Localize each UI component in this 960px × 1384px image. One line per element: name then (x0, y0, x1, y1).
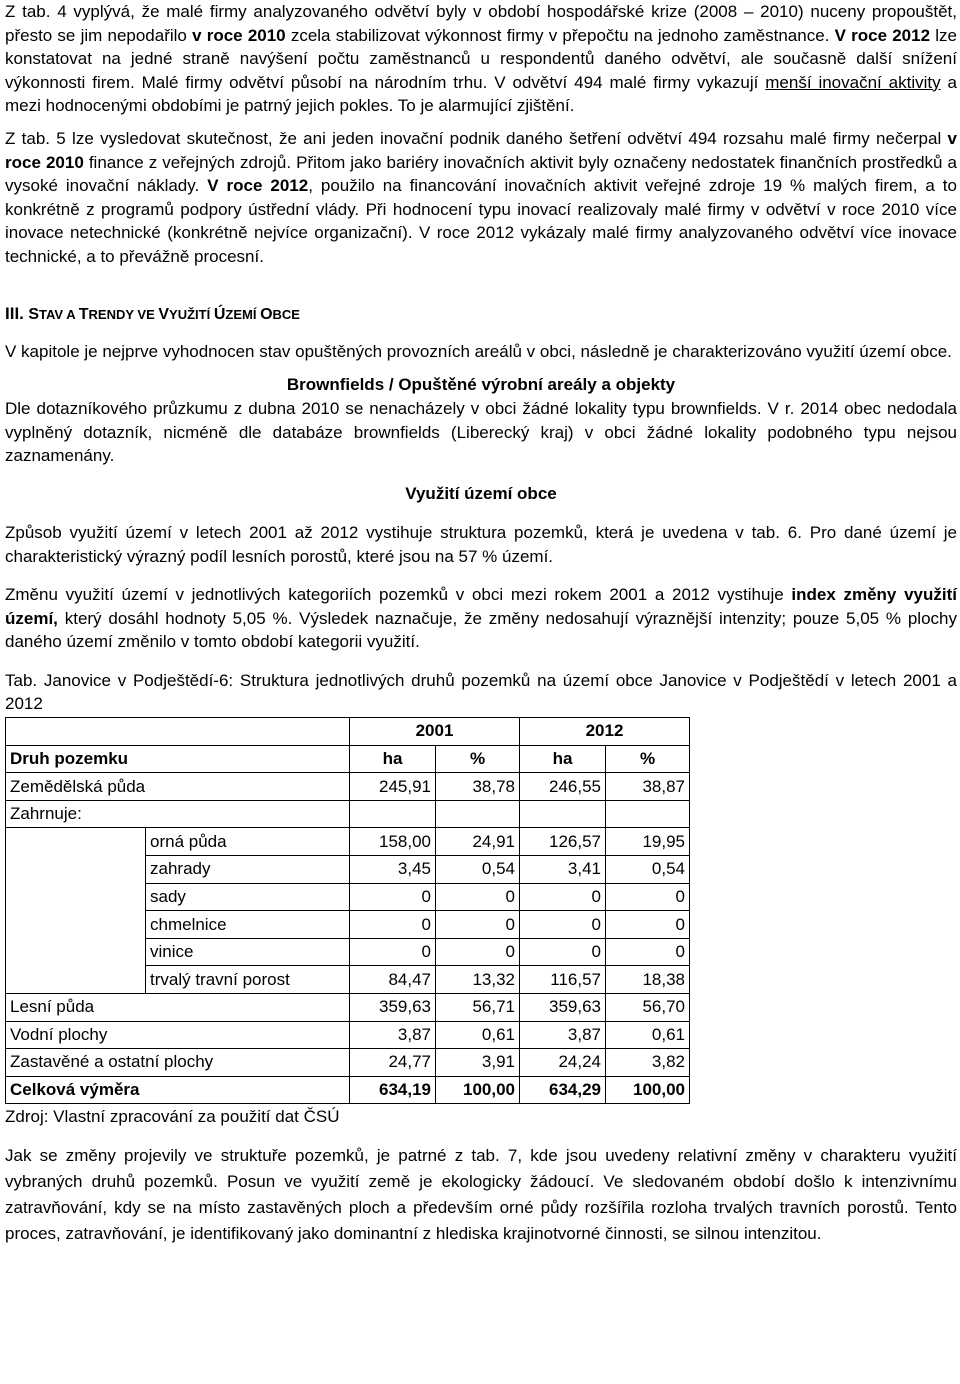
row-value (436, 800, 520, 828)
row-value: 0 (436, 938, 520, 966)
row-value: 634,19 (350, 1076, 436, 1104)
row-value: 634,29 (520, 1076, 606, 1104)
table-row-years (6, 718, 690, 746)
row-label: orná půda (146, 828, 350, 856)
paragraph-brownfields: Dle dotazníkového průzkumu z dubna 2010 se nenacházely v obci žádné lokality typu brownfields. V r. 2014 obec nedodala vyplněný dotazník, nicméně dle databáze brownfields (Liberecký kraj) v obci žádné lokality podobného typu nejsou zaznamenány. (5, 399, 957, 466)
row-value: 3,82 (606, 1049, 690, 1077)
row-value: 116,57 (520, 966, 606, 994)
column-header-ha: ha (350, 745, 436, 773)
table-row (6, 1076, 690, 1104)
row-value: 56,70 (606, 994, 690, 1022)
row-value: 3,45 (350, 856, 436, 884)
row-label: Zahrnuje: (6, 800, 350, 828)
table-source-note: Zdroj: Vlastní zpracování za použití dat ČSÚ (5, 1107, 340, 1127)
column-header-pct: % (606, 745, 690, 773)
row-value: 0 (606, 883, 690, 911)
row-label: Vodní plochy (6, 1021, 350, 1049)
row-value: 0,54 (436, 856, 520, 884)
row-value: 359,63 (350, 994, 436, 1022)
paragraph-land-use: Způsob využití území v letech 2001 až 2012 vystihuje struktura pozemků, která je uvedena v tab. 6. Pro dané území je charakteristický výrazný podíl lesních porostů, které jsou na 57 % území. (5, 522, 957, 566)
paragraph-tab4-summary: Z tab. 4 vyplývá, že malé firmy analyzovaného odvětví byly v období hospodářské krize (2008 – 2010) nuceny propouštět, přesto se jim nepodařilo v roce 2010 zcela stabilizovat výkonnost firmy v přepočtu na jednoho zaměstnance. V roce 2012 lze konstatovat na jedné straně navýšení počtu zaměstnanců u respondentů daného odvětví, ale současně další snížení výkonnosti firem. Malé firmy odvětví působí na národním trhu. V odvětví 494 malé firmy vykazují menší inovační aktivity a mezi hodnocenými obdobími je patrný jejich pokles. To je alarmující zjištění. (5, 2, 957, 116)
row-value: 0,61 (606, 1021, 690, 1049)
row-value: 13,32 (436, 966, 520, 994)
row-value: 3,91 (436, 1049, 520, 1077)
table-row (6, 856, 690, 884)
row-value (350, 800, 436, 828)
row-value: 3,87 (520, 1021, 606, 1049)
row-value: 245,91 (350, 773, 436, 801)
column-header-ha: ha (520, 745, 606, 773)
paragraph-structure-changes: Jak se změny projevily ve struktuře pozemků, je patrné z tab. 7, kde jsou uvedeny relativní změny v charakteru využití vybraných druhů pozemků. Posun ve využití země je ekologicky žádoucí. Ve sledovaném období došlo k intenzivnímu zatravňování, kdy se na místo zastavěných ploch a především orné půdy rozšířila rozloha trvalých travních porostů. Tento proces, zatravňování, je identifikovaný jako dominantní z hlediska krajinotvorné činnosti, se silnou intenzitou. (5, 1146, 957, 1243)
row-label: Lesní půda (6, 994, 350, 1022)
row-value: 38,78 (436, 773, 520, 801)
row-value: 246,55 (520, 773, 606, 801)
row-label: Zastavěné a ostatní plochy (6, 1049, 350, 1077)
row-label: trvalý travní porost (146, 966, 350, 994)
row-label: zahrady (146, 856, 350, 884)
row-value: 38,87 (606, 773, 690, 801)
row-value: 0 (350, 938, 436, 966)
row-value: 0 (520, 883, 606, 911)
row-value: 359,63 (520, 994, 606, 1022)
row-value: 0 (520, 938, 606, 966)
section-heading: III. STAV A TRENDY VE VYUŽITÍ ÚZEMÍ OBCE (5, 303, 300, 323)
document-page (5, 0, 957, 1247)
table-row (6, 938, 690, 966)
row-value: 0 (350, 911, 436, 939)
row-value: 126,57 (520, 828, 606, 856)
row-value: 24,91 (436, 828, 520, 856)
year-2012-header: 2012 (520, 718, 690, 746)
table-row (6, 994, 690, 1022)
row-value: 3,41 (520, 856, 606, 884)
row-value: 0,54 (606, 856, 690, 884)
table-row (6, 966, 690, 994)
row-value: 19,95 (606, 828, 690, 856)
table-row (6, 883, 690, 911)
row-value: 18,38 (606, 966, 690, 994)
table-row (6, 773, 690, 801)
subheading-brownfields: Brownfields / Opuštěné výrobní areály a objekty (286, 375, 676, 395)
row-value (520, 800, 606, 828)
row-value: 100,00 (436, 1076, 520, 1104)
table-row (6, 1021, 690, 1049)
row-value: 0 (350, 883, 436, 911)
table-caption: Tab. Janovice v Podještědí-6: Struktura jednotlivých druhů pozemků na území obce Janovice v Podještědí v letech 2001 a 2012 (5, 670, 957, 714)
row-value (606, 800, 690, 828)
row-label: Celková výměra (6, 1076, 350, 1104)
column-header-land-type: Druh pozemku (6, 745, 350, 773)
table-header-row (6, 745, 690, 773)
year-2001-header: 2001 (350, 718, 520, 746)
table-row (6, 1049, 690, 1077)
row-label: Zemědělská půda (6, 773, 350, 801)
paragraph-tab5-summary: Z tab. 5 lze vysledovat skutečnost, že ani jeden inovační podnik daného šetření odvětví 494 rozsahu malé firmy nečerpal v roce 2010 finance z veřejných zdrojů. Přitom jako bariéry inovačních aktivit byly označeny nedostatek finančních prostředků a vysoké inovační náklady. V roce 2012, použilo na financování inovačních aktivit veřejné zdroje 19 % malých firem, a to konkrétně z programů podpory ústřední vlády. Při hodnocení typu inovací realizovaly malé firmy v odvětví v roce 2010 více inovace netechnické (konkrétně nejvíce organizační). V roce 2012 vykázaly malé firmy analyzovaného odvětví více inovace technické, a to převážně procesní. (5, 128, 958, 266)
row-label: vinice (146, 938, 350, 966)
row-value: 0 (436, 911, 520, 939)
row-value: 100,00 (606, 1076, 690, 1104)
table-row (6, 800, 690, 828)
row-value: 84,47 (350, 966, 436, 994)
subheading-land-use: Využití území obce (405, 483, 557, 503)
row-value: 158,00 (350, 828, 436, 856)
row-value: 24,24 (520, 1049, 606, 1077)
row-value: 0 (606, 911, 690, 939)
land-structure-table (5, 717, 690, 1104)
row-value: 0,61 (436, 1021, 520, 1049)
paragraph-chapter-intro: V kapitole je nejprve vyhodnocen stav opuštěných provozních areálů v obci, následně je charakterizováno využití území obce. (5, 341, 952, 361)
row-value: 0 (436, 883, 520, 911)
row-value: 3,87 (350, 1021, 436, 1049)
paragraph-change-index: Změnu využití území v jednotlivých kategoriích pozemků v obci mezi rokem 2001 a 2012 vystihuje index změny využití území, který dosáhl hodnoty 5,05 %. Výsledek naznačuje, že změny nedosahují výraznější intenzity; pouze 5,05 % plochy daného území změnilo v tomto období kategorii využití. (5, 585, 957, 652)
row-label: chmelnice (146, 911, 350, 939)
row-value: 0 (606, 938, 690, 966)
row-value: 56,71 (436, 994, 520, 1022)
row-value: 0 (520, 911, 606, 939)
column-header-pct: % (436, 745, 520, 773)
row-value: 24,77 (350, 1049, 436, 1077)
row-label: sady (146, 883, 350, 911)
table-row (6, 828, 690, 856)
table-row (6, 911, 690, 939)
